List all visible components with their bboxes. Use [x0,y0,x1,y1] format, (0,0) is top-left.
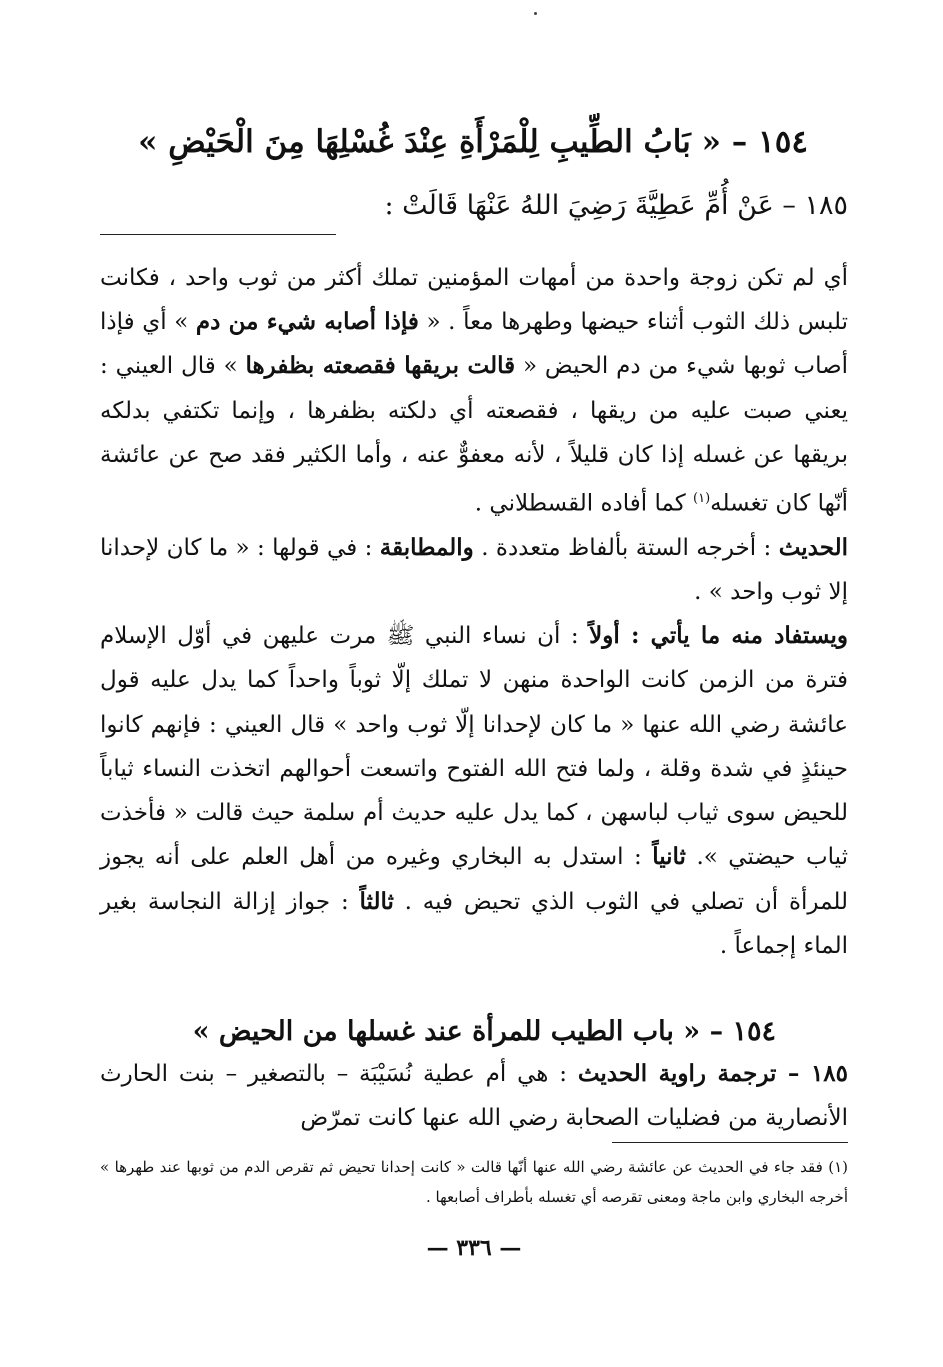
commentary-text: » أي فإذا أصاب ثوبها شيء من دم الحيض « [100,309,848,380]
footnote-separator [612,1142,848,1143]
commentary-paragraph-2 [100,526,848,614]
biography-label: ١٨٥ – ترجمة راوية الحديث [577,1060,849,1087]
quoted-phrase: فإذا أصابه شيء من دم [195,308,419,336]
footnote: (١) فقد جاء في الحديث عن عائشة رضي الله عنها أنّها قالت « كانت إحدانا تحيض ثم تقرص الدم من ثوبها عند طهرها » أخرجه البخاري وابن ماجة ومعنى تقرصه أي تغسله بأطراف أصابعها . [100,1158,848,1206]
page-speck [534,12,537,15]
benefits-label: ويستفاد منه ما يأتي : أولاً [589,622,848,650]
footnote-marker: (١) [693,491,711,507]
document-page [100,0,848,1367]
commentary-text: كما أفاده القسطلاني . [474,490,694,517]
chapter-heading: ١٥٤ – « بَابُ الطِّيبِ لِلْمَرْأَةِ عِنْدَ غُسْلِهَا مِنَ الْحَيْضِ » [138,124,808,160]
commentary-text: : أن نساء النبي ﷺ مرت عليهن في أوّل الإسلام فترة من الزمن كانت الواحدة منهن لا تملك إلّا ثوباً واحداً كما يدل عليه قول عائشة رضي الله عنها « ما كان لإحدانا إلّا ثوب واحد » قال العيني : فإنهم كانوا حينئذٍ في شدة وقلة ، ولما فتح الله الفتوح واتسعت أحوالهم اتخذت النساء ثياباً للحيض سوى ثياب لباسهن ، كما يدل عليه حديث أم سلمة حيث قالت « فأخذت ثياب حيضتي ». [100,623,848,871]
narrator-biography [100,1052,848,1140]
commentary-paragraph-1 [100,256,848,526]
commentary-text: أي لم تكن زوجة واحدة من أمهات المؤمنين تملك أكثر من ثوب واحد ، فكانت تلبس ذلك الثوب أثناء حيضها وطهرها معاً . « [100,265,848,336]
commentary-text: : أخرجه الستة بألفاظ متعددة . [473,534,779,561]
hadith-underline [100,234,336,235]
quoted-phrase: قالت بريقها فقصعته بظفرها [245,352,516,380]
commentary-text: : في قولها : « ما كان لإحدانا إلا ثوب واحد » . [100,534,848,606]
hadith-intro: ١٨٥ – عَنْ أُمِّ عَطِيَّةَ رَضِيَ اللهُ عَنْهَا قَالَتْ : [384,190,848,221]
commentary-text: : استدل به البخاري وغيره من أهل العلم على أنه يجوز للمرأة أن تصلي في الثوب الذي تحيض فيه . [100,844,848,915]
page-number: — ٣٣٦ — [426,1235,522,1261]
biography-text: : هي أم عطية نُسَيْبَة – بالتصغير – بنت الحارث الأنصارية من فضليات الصحابة رضي الله عنها كانت تمرّض [100,1061,848,1131]
correspondence-label: والمطابقة [379,533,474,561]
commentary-body [100,256,848,968]
second-label: ثانياً [652,843,686,871]
hadith-label: الحديث [778,533,848,561]
third-label: ثالثاً [359,887,394,915]
commentary-text: » قال العيني : يعني صبت عليه من ريقها ، فقصعته أي دلكته بظفرها ، وإنما تكتفي بدلكه بريقها عن غسله إذا كان قليلاً ، لأنه معفوٌّ عنه ، وأما الكثير فقد صح عن عائشة أنّها كان تغسله [100,353,848,517]
commentary-paragraph-3 [100,614,848,968]
commentary-text: : جواز إزالة النجاسة بغير الماء إجماعاً . [100,888,848,959]
section2-heading: ١٥٤ – « باب الطيب للمرأة عند غسلها من الحيض » [192,1016,776,1047]
